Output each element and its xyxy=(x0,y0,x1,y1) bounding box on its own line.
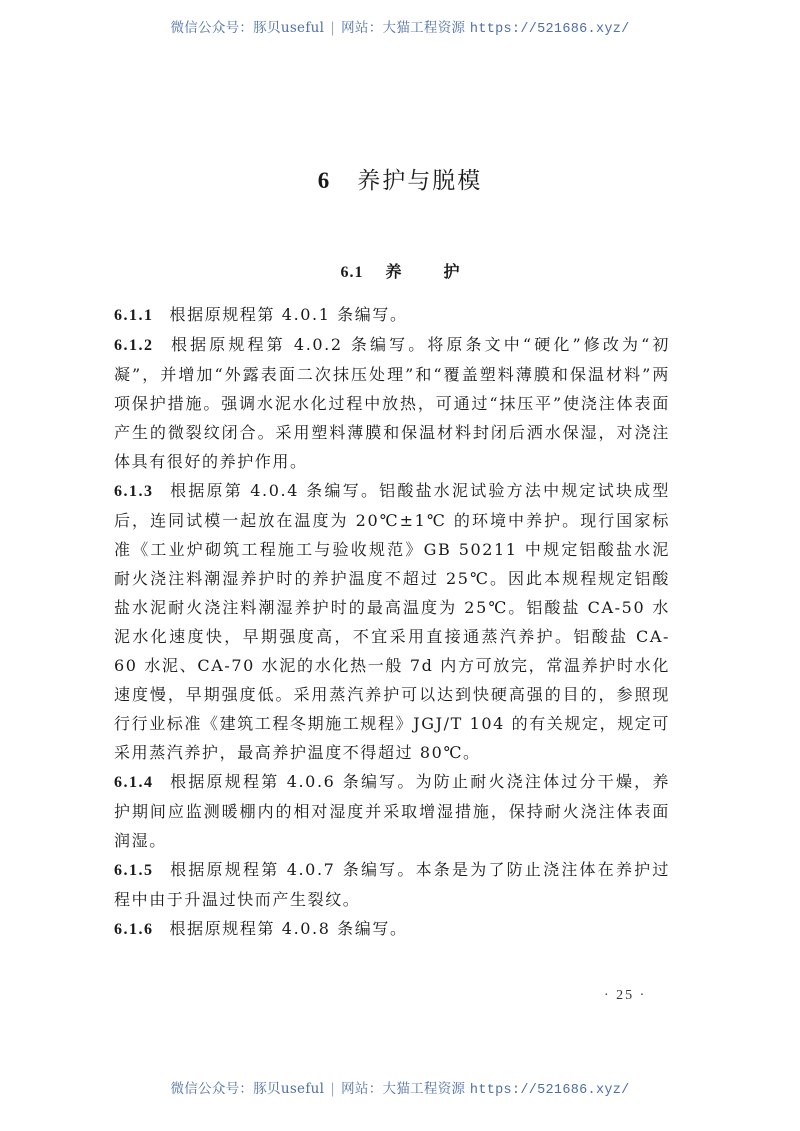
clause-text: 根据原规程第 4.0.6 条编写。为防止耐火浇注体过分干燥，养护期间应监测暖棚内的相对湿度并采取增湿措施，保持耐火浇注体表面润湿。 xyxy=(114,772,670,850)
chapter-number: 6 xyxy=(317,168,332,193)
clause-text: 根据原第 4.0.4 条编写。铝酸盐水泥试验方法中规定试块成型后，连同试模一起放在温度为 20℃±1℃ 的环境中养护。现行国家标准《工业炉砌筑工程施工与验收规范》GB 50211 中规定铝酸盐水泥耐火浇注料潮湿养护时的养护温度不超过 25℃。因此本规程规定铝酸盐水泥耐火浇注料潮湿养护时的最高温度为 25℃。铝酸盐 CA-50 水泥水化速度快，早期强度高，不宜采用直接通蒸汽养护。铝酸盐 CA-60 水泥、CA-70 水泥的水化热一般 7d 内方可放完，常温养护时水化速度慢，早期强度低。采用蒸汽养护可以达到快硬高强的目的，参照现行行业标准《建筑工程冬期施工规程》JGJ/T 104 的有关规定，规定可采用蒸汽养护，最高养护温度不得超过 80℃。 xyxy=(114,481,670,762)
chapter-title-text: 养护与脱模 xyxy=(357,168,483,194)
watermark-site-label: 网站：大猫工程资源 xyxy=(341,20,466,36)
page-number: · 25 · xyxy=(604,988,647,1003)
watermark-separator: | xyxy=(330,20,336,36)
clause-number: 6.1.4 xyxy=(114,774,154,791)
clause-number: 6.1.6 xyxy=(114,921,154,938)
clause-text: 根据原规程第 4.0.7 条编写。本条是为了防止浇注体在养护过程中由于升温过快而产生裂纹。 xyxy=(114,860,670,909)
section-title-char-2: 护 xyxy=(443,262,460,281)
watermark-wechat-text: 微信公众号：豚贝useful xyxy=(170,1081,325,1097)
watermark-top xyxy=(0,16,800,37)
watermark-wechat-text: 微信公众号：豚贝useful xyxy=(170,20,325,36)
clause-text: 根据原规程第 4.0.2 条编写。将原条文中“硬化”修改为“初凝”，并增加“外露表面二次抹压处理”和“覆盖塑料薄膜和保温材料”两项保护措施。强调水泥水化过程中放热，可通过“抹压平”使浇注体表面产生的微裂纹闭合。采用塑料薄膜和保温材料封闭后洒水保湿，对浇注体具有很好的养护作用。 xyxy=(114,335,670,471)
section-number: 6.1 xyxy=(340,264,364,281)
clause-6-1-4 xyxy=(114,767,670,855)
clause-6-1-2 xyxy=(114,330,670,476)
clause-text: 根据原规程第 4.0.8 条编写。 xyxy=(169,919,408,938)
clause-number: 6.1.3 xyxy=(114,483,154,500)
body-text xyxy=(114,300,670,944)
watermark-url: https://521686.xyz/ xyxy=(469,1083,630,1098)
section-title-char-1: 养 xyxy=(385,262,402,281)
clause-text: 根据原规程第 4.0.1 条编写。 xyxy=(169,305,408,324)
chapter-title xyxy=(0,162,800,195)
watermark-url: https://521686.xyz/ xyxy=(469,22,630,37)
clause-number: 6.1.1 xyxy=(114,307,154,324)
watermark-site-label: 网站：大猫工程资源 xyxy=(341,1081,466,1097)
section-title xyxy=(0,259,800,282)
clause-6-1-6 xyxy=(114,914,670,944)
watermark-bottom xyxy=(0,1077,800,1098)
clause-6-1-1 xyxy=(114,300,670,330)
watermark-separator: | xyxy=(330,1081,336,1097)
clause-number: 6.1.2 xyxy=(114,337,154,354)
clause-number: 6.1.5 xyxy=(114,862,154,879)
clause-6-1-3 xyxy=(114,476,670,767)
clause-6-1-5 xyxy=(114,855,670,914)
